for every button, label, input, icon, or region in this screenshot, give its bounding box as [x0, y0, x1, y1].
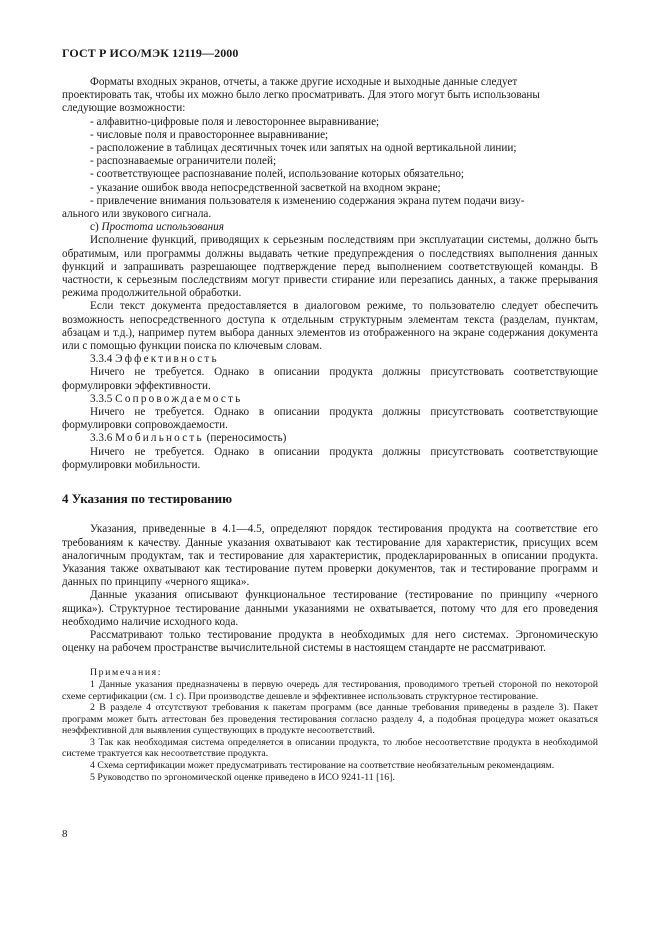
- notes-title: Примечания:: [90, 667, 163, 679]
- subsection-number: 3.3.4: [90, 353, 113, 366]
- list-item: - распознаваемые ограничители полей;: [90, 155, 277, 168]
- note-item: 2 В разделе 4 отсутствуют требования к пакетам программ (все данные требования приведены в разделе 3). Пакет программ может быть аттестован без проведения тестирования согласно разделу 4, а подобная процедура может оказаться неэффективной для выявления существующих в продукте несоответствий.: [62, 702, 598, 737]
- subsection-extra: (переносимость): [206, 432, 287, 445]
- note-item: 5 Руководство по эргономической оценке приведено в ИСО 9241-11 [16].: [90, 771, 395, 783]
- subsection-number: 3.3.6: [90, 432, 113, 445]
- page-body: [62, 76, 598, 783]
- list-item-continuation: ального или звукового сигнала.: [62, 208, 212, 221]
- intro-line-2: проектировать так, чтобы их можно было легко просматривать. Для этого могут быть использованы: [62, 89, 540, 102]
- simplicity-heading: [90, 221, 598, 234]
- note-item: 4 Схема сертификации может предусматривать тестирование на соответствие необязательным рекомендациям.: [90, 760, 555, 772]
- section-4-title: 4 Указания по тестированию: [62, 491, 233, 507]
- simplicity-title: Простота использования: [101, 221, 224, 234]
- section-4-paragraph-1: Указания, приведенные в 4.1—4.5, определяют порядок тестирования продукта на соответствие его требованиям к качеству. Данные указания охватывают как тестирование для характеристик, присущих всем аналогичным продуктам, так и тестирование для характеристик, продекларированных в описании продукта. Указания также охватывают как тестирование путем проверки документов, так и тестирование программ и данных по принципу «черного ящика».: [62, 523, 598, 589]
- note-item: 3 Так как необходимая система определяется в описании продукта, то любое несоответствие продукта в необходимой системе трактуется как несоответствие продукта.: [62, 736, 598, 760]
- notes-block: [62, 667, 598, 783]
- subsection-title: Мобильность: [115, 432, 204, 445]
- section-4-paragraph-3: Рассматривают только тестирование продукта в необходимых для него системах. Эргономическую оценку на рабочем пространстве вычислительной системы в настоящем стандарте не рассматривают.: [62, 628, 598, 655]
- subsection-heading: [90, 393, 598, 406]
- intro-line-1: Форматы входных экранов, отчеты, а также другие исходные и выходные данные следует: [90, 76, 518, 88]
- subsection-number: 3.3.5: [90, 392, 113, 405]
- list-item: - алфавитно-цифровые поля и левостороннее выравнивание;: [90, 115, 380, 128]
- subsection-title: Эффективность: [115, 353, 219, 366]
- simplicity-label: c): [90, 221, 99, 234]
- intro-line-3: следующие возможности:: [62, 102, 186, 115]
- subsection-heading: [90, 432, 598, 445]
- note-item: 1 Данные указания предназначены в первую очередь для тестирования, проводимого третьей стороной по некоторой схеме сертификации (см. 1 с). При производстве дешевле и эффективнее использовать структурное тестирование.: [62, 678, 598, 702]
- list-item: - привлечение внимания пользователя к изменению содержания экрана путем подачи визу-: [90, 194, 525, 207]
- simplicity-paragraph-1: Исполнение функций, приводящих к серьезным последствиям при эксплуатации системы, должно быть обратимым, или программы должны выдавать четкие предупреждения о последствиях выполнения данных функций и запрашивать разрешающее подтверждение перед выполнением соответствующей команды. В частности, к серьезным последствиям могут привести стирание или перезапись данных, а также прерывания режима продолжительной обработки.: [62, 234, 598, 300]
- list-item: - указание ошибок ввода непосредственной засветкой на входном экране;: [90, 181, 441, 194]
- document-header: ГОСТ Р ИСО/МЭК 12119—2000: [62, 46, 239, 60]
- subsection-text: Ничего не требуется. Однако в описании продукта должны присутствовать соответствующие формулировки сопровождаемости.: [62, 406, 598, 432]
- list-item: - числовые поля и правостороннее выравнивание;: [90, 128, 329, 141]
- subsection-title: Сопровождаемость: [115, 392, 243, 405]
- page-number: 8: [62, 828, 68, 840]
- subsection-text: Ничего не требуется. Однако в описании продукта должны присутствовать соответствующие формулировки мобильности.: [62, 445, 598, 471]
- section-4-paragraph-2: Данные указания описывают функциональное тестирование (тестирование по принципу «черного ящика»). Структурное тестирование данными указаниями не охватывается, потому что для его проведения необходимо наличие исходного кода.: [62, 589, 598, 628]
- subsection-heading: [90, 353, 598, 366]
- list-item: - соответствующее распознавание полей, использование которых обязательно;: [90, 168, 465, 181]
- subsection-text: Ничего не требуется. Однако в описании продукта должны присутствовать соответствующие формулировки эффективности.: [62, 366, 598, 392]
- list-item: - расположение в таблицах десятичных точек или запятых на одной вертикальной линии;: [90, 142, 517, 155]
- simplicity-paragraph-2: Если текст документа предоставляется в диалоговом режиме, то пользователю следует обеспечить возможность непосредственного доступа к отдельным структурным элементам текста (разделам, пунктам, абзацам и т.д.), например путем выбора данных элементов из отображенного на экране содержания документа или с помощью функции поиска по ключевым словам.: [62, 300, 598, 353]
